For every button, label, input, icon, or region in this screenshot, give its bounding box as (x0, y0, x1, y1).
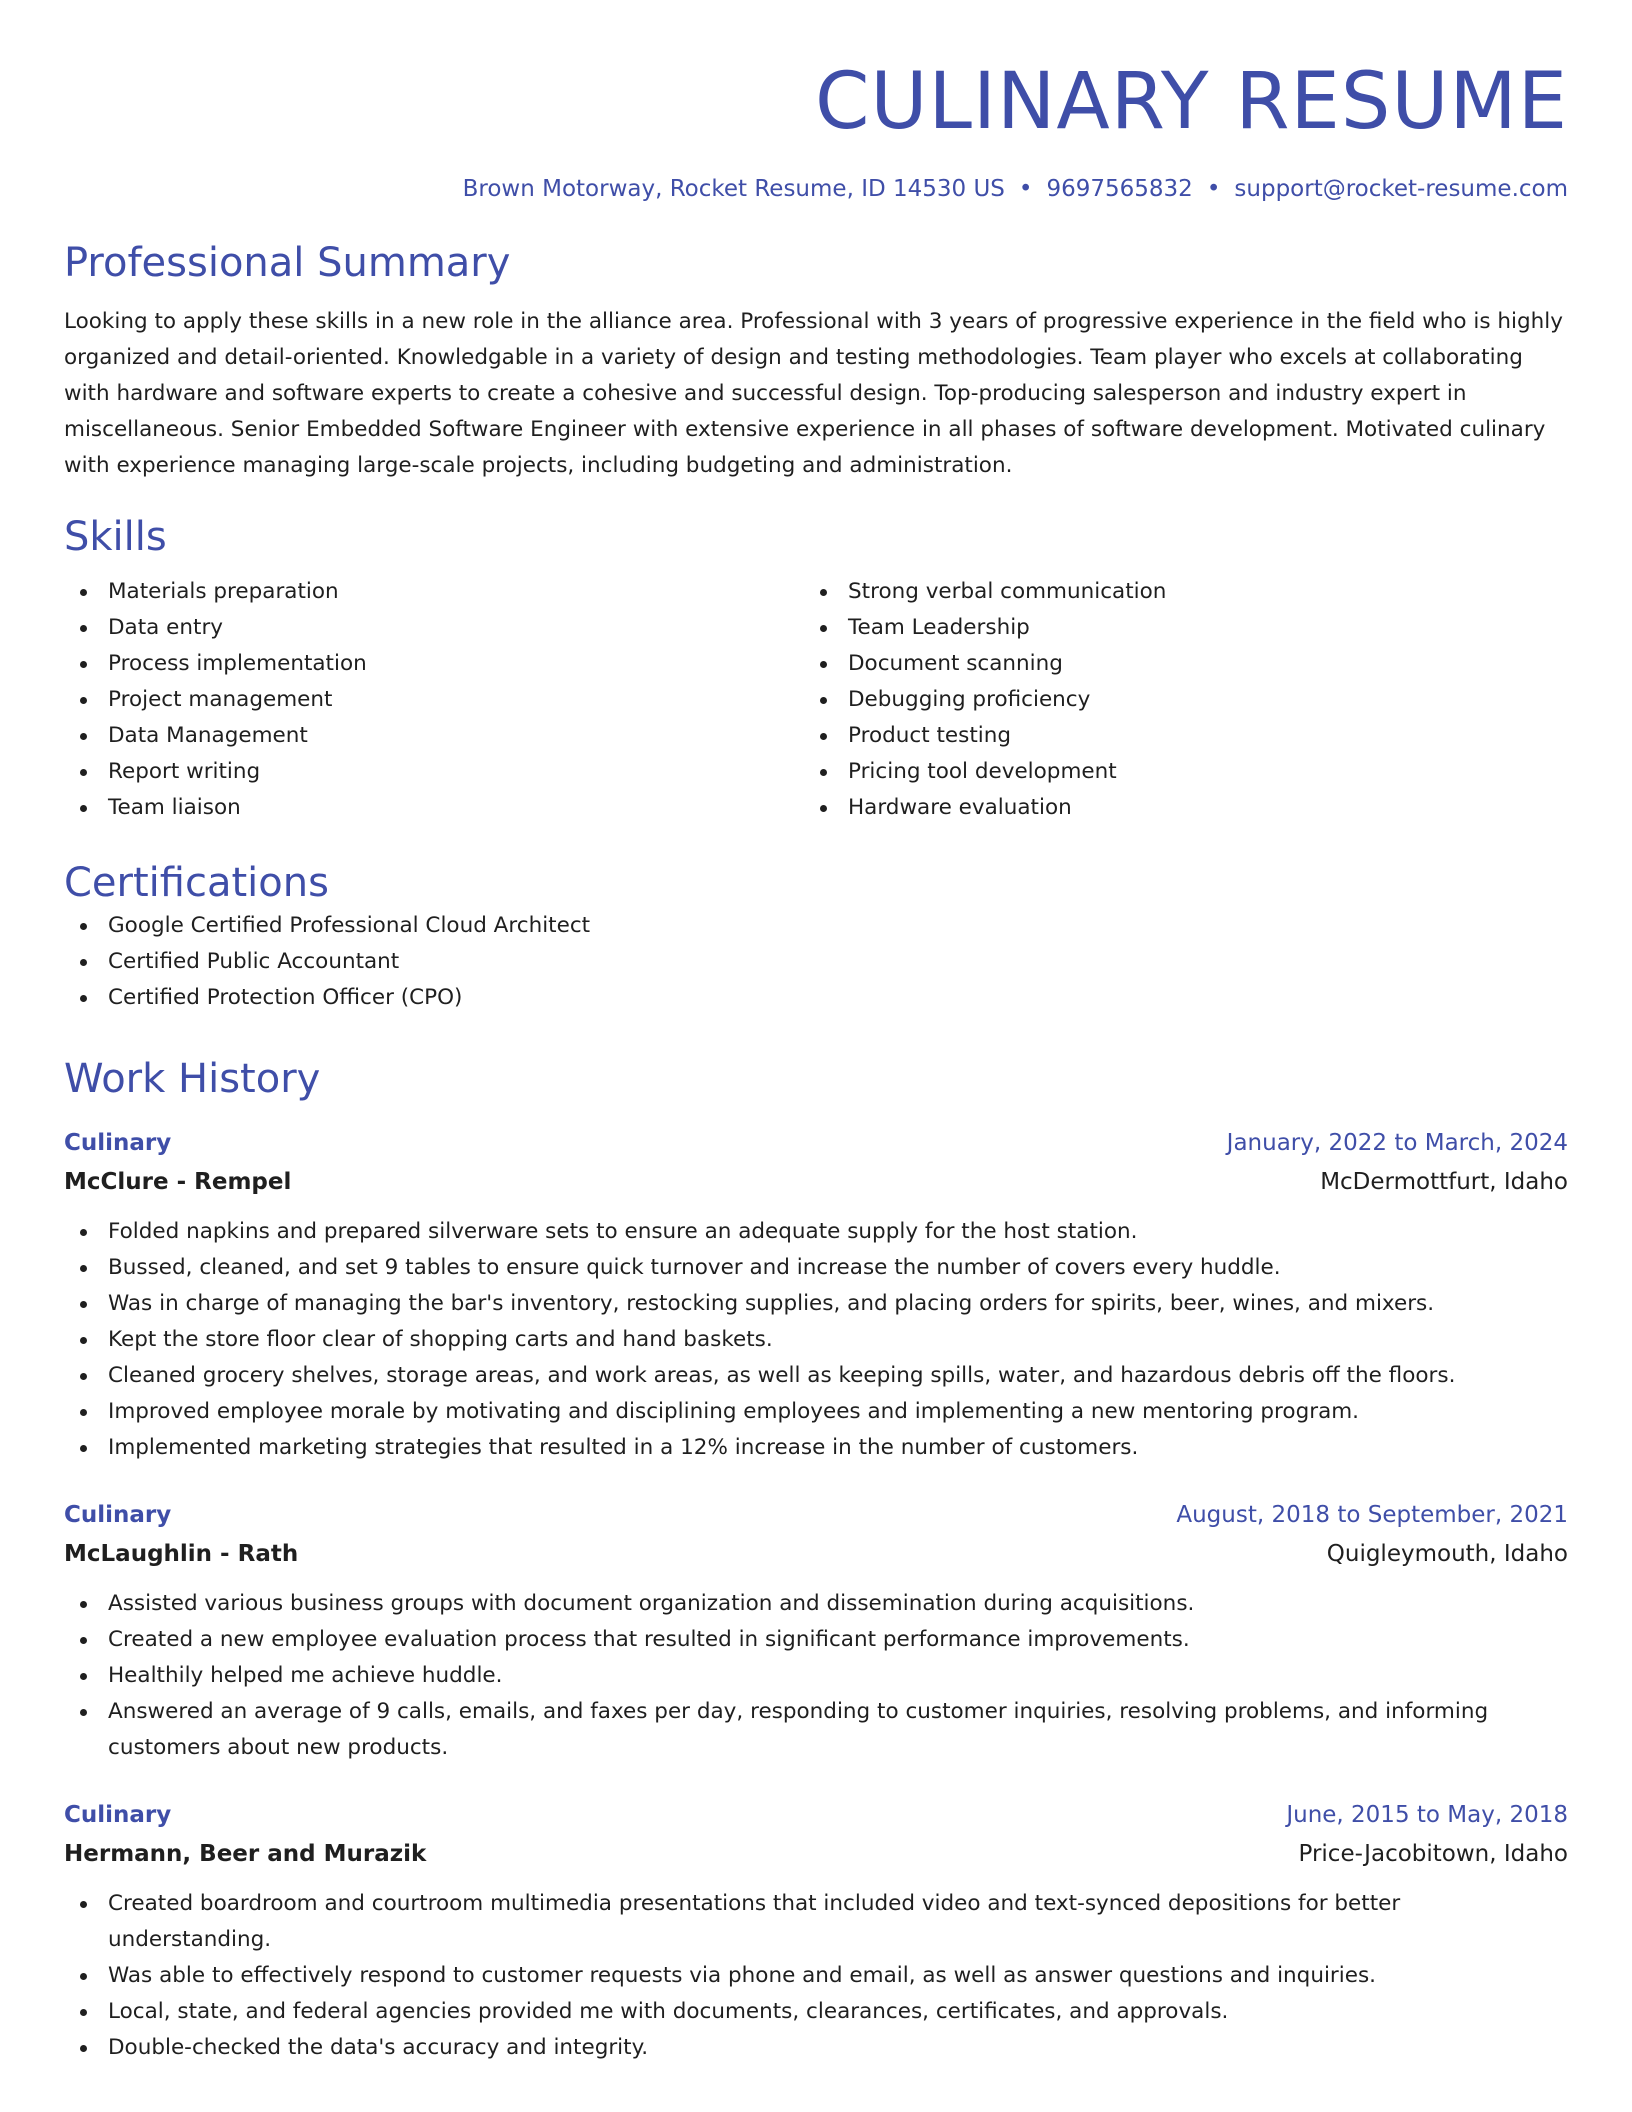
skill-item: Strong verbal communication (804, 574, 1564, 610)
skill-item: Team liaison (64, 790, 804, 826)
certifications-heading: Certifications (64, 860, 329, 906)
job-bullets (64, 1214, 1568, 1466)
skills-list (64, 574, 1568, 826)
contact-separator: • (1018, 176, 1033, 202)
job-location: McDermottfurt, Idaho (1320, 1169, 1568, 1195)
job-entry (64, 1124, 1568, 1466)
job-title: Culinary (64, 1502, 172, 1528)
job-entry (64, 1496, 1568, 1766)
certifications-list (64, 908, 1568, 1016)
contact-separator: • (1206, 176, 1221, 202)
skills-heading: Skills (64, 514, 167, 560)
skills-column-left (64, 574, 804, 826)
job-title: Culinary (64, 1802, 172, 1828)
contact-phone: 9697565832 (1046, 176, 1193, 202)
skill-item: Document scanning (804, 646, 1564, 682)
skill-item: Materials preparation (64, 574, 804, 610)
job-bullet: Answered an average of 9 calls, emails, and faxes per day, responding to customer inquiries, resolving problems, and informing customers about new products. (64, 1694, 1568, 1766)
job-bullet: Local, state, and federal agencies provided me with documents, clearances, certificates, and approvals. (64, 1994, 1568, 2030)
skill-item: Debugging proficiency (804, 682, 1564, 718)
job-dates: June, 2015 to May, 2018 (1286, 1802, 1568, 1828)
summary-heading: Professional Summary (64, 240, 511, 286)
certification-item: Certified Protection Officer (CPO) (64, 980, 1568, 1016)
resume-header (64, 52, 1568, 204)
skill-item: Product testing (804, 718, 1564, 754)
contact-email: support@rocket-resume.com (1234, 176, 1568, 202)
job-header-row (64, 1496, 1568, 1534)
work-history-heading: Work History (64, 1056, 321, 1102)
job-bullet: Implemented marketing strategies that resulted in a 12% increase in the number of customers. (64, 1430, 1568, 1466)
skill-item: Team Leadership (804, 610, 1564, 646)
skill-item: Project management (64, 682, 804, 718)
job-bullets (64, 1586, 1568, 1766)
skill-item: Data Management (64, 718, 804, 754)
contact-line (64, 174, 1568, 204)
job-bullet: Was in charge of managing the bar's inventory, restocking supplies, and placing orders for spirits, beer, wines, and mixers. (64, 1286, 1568, 1322)
job-location: Price-Jacobitown, Idaho (1298, 1841, 1568, 1867)
skill-item: Report writing (64, 754, 804, 790)
job-bullet: Double-checked the data's accuracy and integrity. (64, 2030, 1568, 2066)
job-bullet: Assisted various business groups with document organization and dissemination during acquisitions. (64, 1586, 1568, 1622)
job-header-row (64, 1124, 1568, 1162)
skill-item: Hardware evaluation (804, 790, 1564, 826)
job-dates: August, 2018 to September, 2021 (1176, 1502, 1568, 1528)
job-bullet: Created a new employee evaluation process that resulted in significant performance improvements. (64, 1622, 1568, 1658)
job-entry (64, 1796, 1568, 2066)
job-company-row (64, 1162, 1568, 1202)
job-bullet: Was able to effectively respond to customer requests via phone and email, as well as answer questions and inquiries. (64, 1958, 1568, 1994)
job-dates: January, 2022 to March, 2024 (1226, 1130, 1568, 1156)
job-title: Culinary (64, 1130, 172, 1156)
certification-item: Certified Public Accountant (64, 944, 1568, 980)
job-bullet: Improved employee morale by motivating and disciplining employees and implementing a new mentoring program. (64, 1394, 1568, 1430)
job-location: Quigleymouth, Idaho (1326, 1541, 1568, 1567)
job-bullet: Cleaned grocery shelves, storage areas, and work areas, as well as keeping spills, water, and hazardous debris off the floors. (64, 1358, 1568, 1394)
resume-name: CULINARY RESUME (814, 57, 1568, 147)
job-bullet: Healthily helped me achieve huddle. (64, 1658, 1568, 1694)
job-bullet: Bussed, cleaned, and set 9 tables to ensure quick turnover and increase the number of covers every huddle. (64, 1250, 1568, 1286)
skill-item: Pricing tool development (804, 754, 1564, 790)
job-company: Hermann, Beer and Murazik (64, 1841, 427, 1867)
contact-address: Brown Motorway, Rocket Resume, ID 14530 US (462, 176, 1005, 202)
job-header-row (64, 1796, 1568, 1834)
job-bullet: Created boardroom and courtroom multimedia presentations that included video and text-synced depositions for better understanding. (64, 1886, 1568, 1958)
job-company: McLaughlin - Rath (64, 1541, 299, 1567)
job-company-row (64, 1834, 1568, 1874)
summary-text: Looking to apply these skills in a new role in the alliance area. Professional with 3 years of progressive experience in the field who is highly organized and detail-oriented. Knowledgable in a variety of design and testing methodologies. Team player who excels at collaborating with hardware and software experts to create a cohesive and successful design. Top-producing salesperson and industry expert in miscellaneous. Senior Embedded Software Engineer with extensive experience in all phases of software development. Motivated culinary with experience managing large-scale projects, including budgeting and administration. (64, 309, 1563, 478)
job-bullet: Kept the store floor clear of shopping carts and hand baskets. (64, 1322, 1568, 1358)
job-company: McClure - Rempel (64, 1169, 292, 1195)
skill-item: Data entry (64, 610, 804, 646)
job-bullets (64, 1886, 1568, 2066)
job-company-row (64, 1534, 1568, 1574)
skills-column-right (804, 574, 1564, 826)
certification-item: Google Certified Professional Cloud Architect (64, 908, 1568, 944)
skill-item: Process implementation (64, 646, 804, 682)
job-bullet: Folded napkins and prepared silverware sets to ensure an adequate supply for the host station. (64, 1214, 1568, 1250)
